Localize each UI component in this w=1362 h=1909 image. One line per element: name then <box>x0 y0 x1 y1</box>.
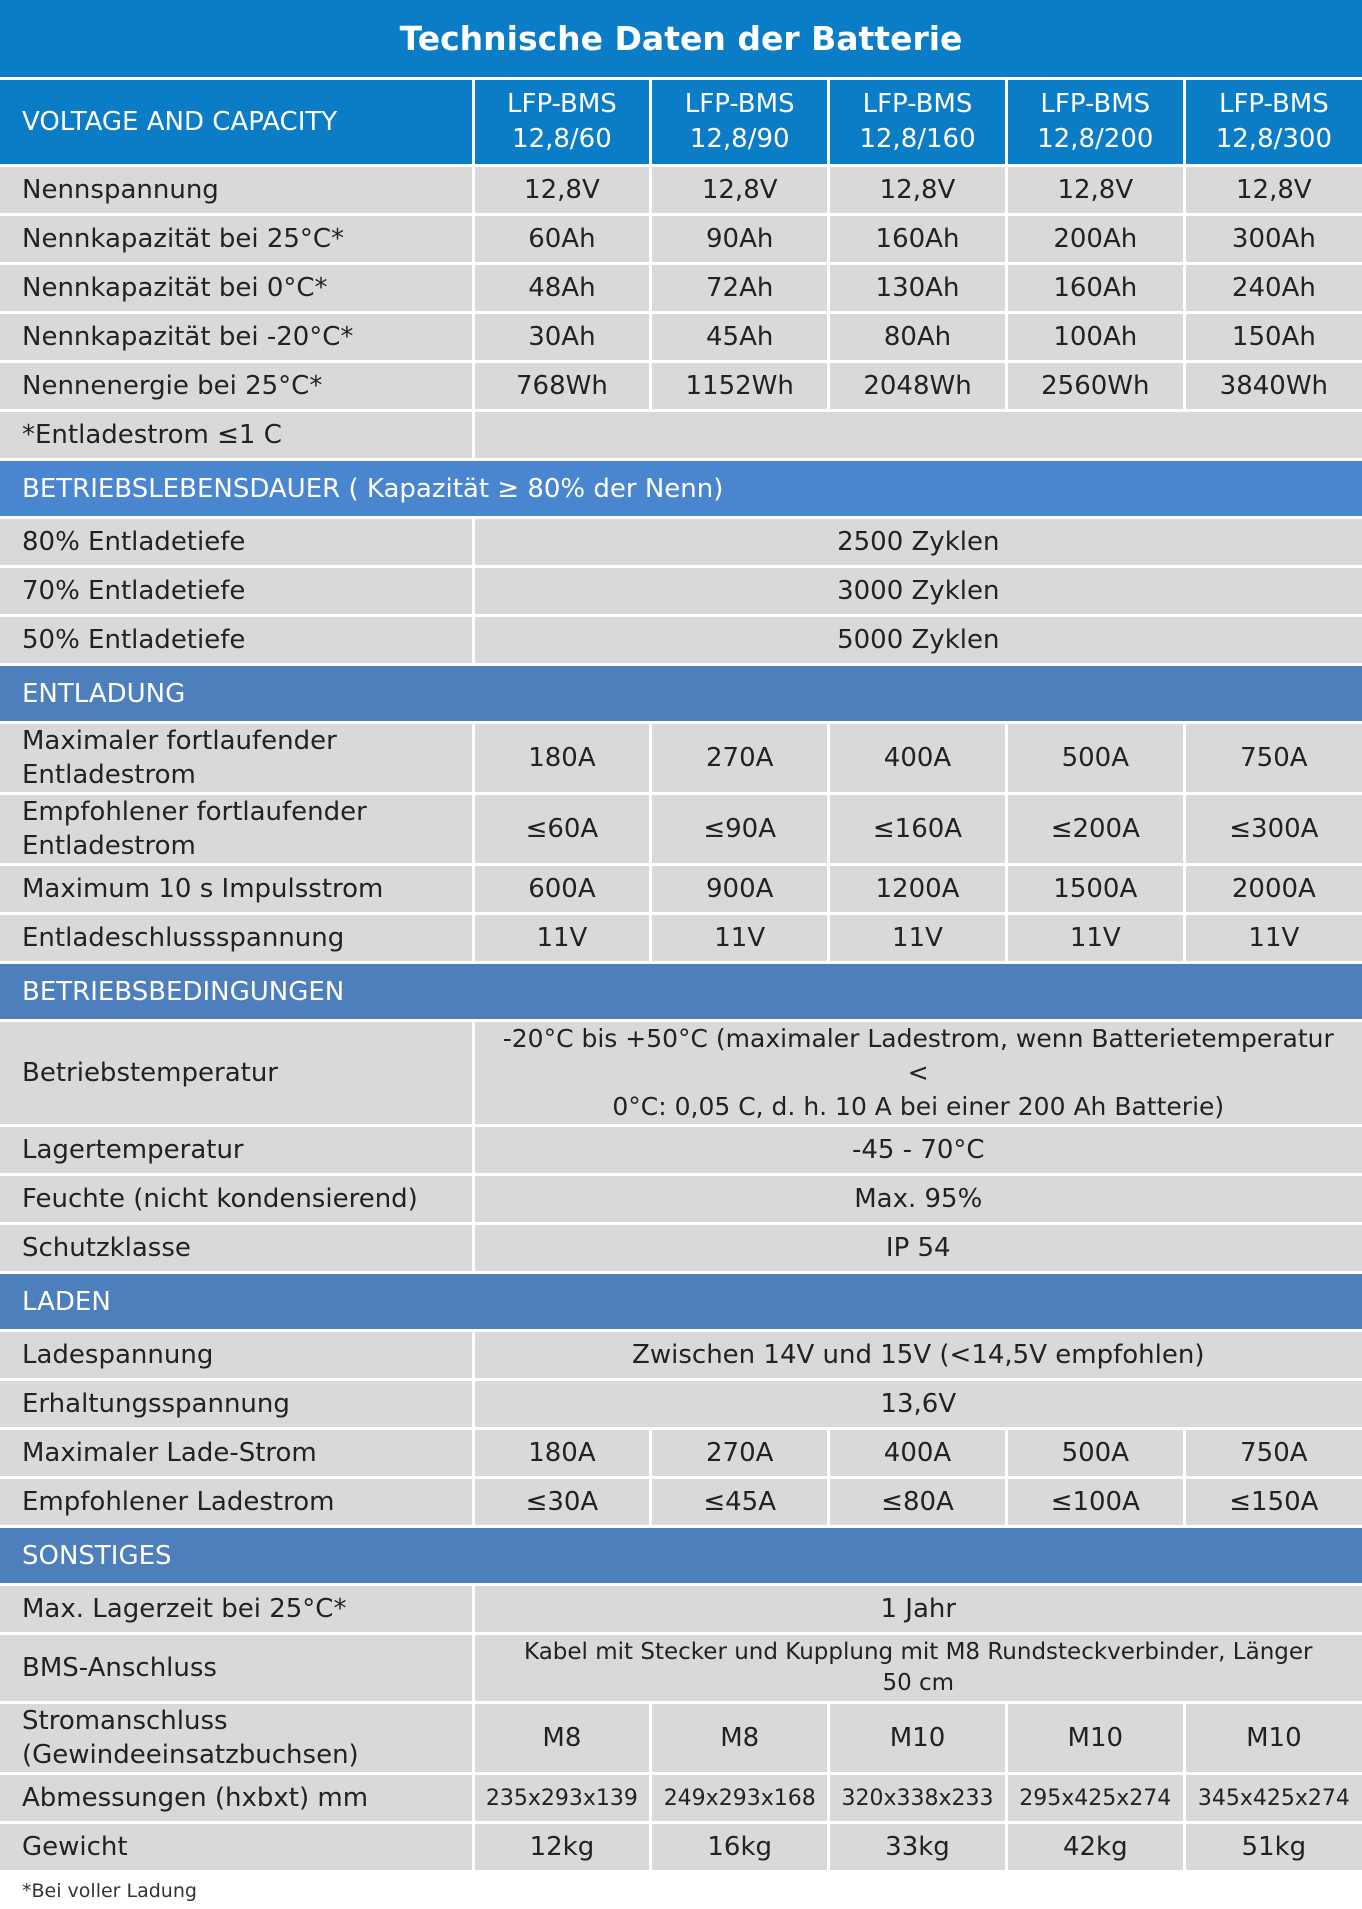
cell-value: 30Ah <box>473 313 651 362</box>
cell-value: 80Ah <box>829 313 1007 362</box>
row-label: BMS-Anschluss <box>0 1634 473 1703</box>
table-row <box>0 1224 1362 1273</box>
row-label: Lagertemperatur <box>0 1126 473 1175</box>
cell-value: 130Ah <box>829 264 1007 313</box>
cell-value: ≤80A <box>829 1478 1007 1527</box>
table-row <box>0 616 1362 665</box>
table-row <box>0 1478 1362 1527</box>
cell-value: 90Ah <box>651 215 829 264</box>
cell-value: 100Ah <box>1006 313 1184 362</box>
cell-value: IP 54 <box>473 1224 1362 1273</box>
cell-value: 150Ah <box>1184 313 1362 362</box>
cell-value <box>473 1021 1362 1126</box>
table-row <box>0 1585 1362 1634</box>
cell-value: ≤60A <box>473 794 651 865</box>
cell-value: 300Ah <box>1184 215 1362 264</box>
table-row <box>0 166 1362 215</box>
cell-value: M10 <box>829 1703 1007 1774</box>
cell-value: 2000A <box>1184 865 1362 914</box>
table-row <box>0 1331 1362 1380</box>
cell-value: 750A <box>1184 1429 1362 1478</box>
row-label: Empfohlener Ladestrom <box>0 1478 473 1527</box>
model-size: 12,8/200 <box>1037 124 1153 154</box>
cell-value: 768Wh <box>473 362 651 411</box>
row-label: Schutzklasse <box>0 1224 473 1273</box>
cell-value: 48Ah <box>473 264 651 313</box>
model-size: 12,8/60 <box>512 124 612 154</box>
cell-value: 1152Wh <box>651 362 829 411</box>
footnote-row <box>0 1872 1362 1909</box>
cell-value: 500A <box>1006 723 1184 794</box>
cell-value: 51kg <box>1184 1823 1362 1872</box>
row-label-line: (Gewindeeinsatzbuchsen) <box>22 1740 359 1770</box>
cell-value: 13,6V <box>473 1380 1362 1429</box>
row-label: Maximum 10 s Impulsstrom <box>0 865 473 914</box>
table-row <box>0 215 1362 264</box>
cell-value: ≤200A <box>1006 794 1184 865</box>
cell-value: 2048Wh <box>829 362 1007 411</box>
cell-value: 235x293x139 <box>473 1774 651 1823</box>
cell-value: 16kg <box>651 1823 829 1872</box>
table-row <box>0 1774 1362 1823</box>
table-row <box>0 1703 1362 1774</box>
cell-value: 270A <box>651 1429 829 1478</box>
table-row <box>0 865 1362 914</box>
table-row <box>0 313 1362 362</box>
cell-value: 180A <box>473 723 651 794</box>
table-row <box>0 1021 1362 1126</box>
section-header <box>0 1527 1362 1585</box>
cell-value: 1 Jahr <box>473 1585 1362 1634</box>
cell-value: 11V <box>1184 914 1362 963</box>
value-line: Kabel mit Stecker und Kupplung mit M8 Rundsteckverbinder, Länger <box>524 1639 1312 1665</box>
section-title-charge: LADEN <box>0 1273 1362 1331</box>
cell-value: 900A <box>651 865 829 914</box>
cell-value: M8 <box>651 1703 829 1774</box>
cell-value: 11V <box>651 914 829 963</box>
cell-value: 45Ah <box>651 313 829 362</box>
model-size: 12,8/300 <box>1216 124 1332 154</box>
cell-value: 12,8V <box>1184 166 1362 215</box>
row-label: Abmessungen (hxbxt) mm <box>0 1774 473 1823</box>
cell-value: 12kg <box>473 1823 651 1872</box>
page-title: Technische Daten der Batterie <box>0 0 1362 79</box>
cell-value: 2560Wh <box>1006 362 1184 411</box>
row-label: 50% Entladetiefe <box>0 616 473 665</box>
row-label: 80% Entladetiefe <box>0 518 473 567</box>
model-name: LFP-BMS <box>1219 89 1329 119</box>
section-title-operating: BETRIEBSBEDINGUNGEN <box>0 963 1362 1021</box>
cell-value: 72Ah <box>651 264 829 313</box>
row-label: Feuchte (nicht kondensierend) <box>0 1175 473 1224</box>
cell-value: 12,8V <box>829 166 1007 215</box>
model-name: LFP-BMS <box>507 89 617 119</box>
cell-value: ≤100A <box>1006 1478 1184 1527</box>
cell-value: ≤45A <box>651 1478 829 1527</box>
cell-value: M8 <box>473 1703 651 1774</box>
section-title-discharge: ENTLADUNG <box>0 665 1362 723</box>
cell-value: 11V <box>1006 914 1184 963</box>
row-label-line: Entladestrom <box>22 831 196 861</box>
cell-value: 270A <box>651 723 829 794</box>
cell-value: 11V <box>829 914 1007 963</box>
table-row <box>0 411 1362 460</box>
section-header <box>0 1273 1362 1331</box>
cell-value: 400A <box>829 723 1007 794</box>
cell-value: 295x425x274 <box>1006 1774 1184 1823</box>
cell-value: 249x293x168 <box>651 1774 829 1823</box>
cell-value: 320x338x233 <box>829 1774 1007 1823</box>
section-title-lifetime: BETRIEBSLEBENSDAUER ( Kapazität ≥ 80% der Nenn) <box>0 460 1362 518</box>
cell-value: 2500 Zyklen <box>473 518 1362 567</box>
cell-value: 200Ah <box>1006 215 1184 264</box>
title-row <box>0 0 1362 79</box>
capacity-note: *Entladestrom ≤1 C <box>0 411 473 460</box>
row-label: Nennenergie bei 25°C* <box>0 362 473 411</box>
row-label <box>0 723 473 794</box>
row-label: Betriebstemperatur <box>0 1021 473 1126</box>
table-row <box>0 723 1362 794</box>
model-header <box>1184 79 1362 166</box>
cell-value: M10 <box>1184 1703 1362 1774</box>
value-line: 0°C: 0,05 C, d. h. 10 A bei einer 200 Ah Batterie) <box>612 1092 1224 1121</box>
table-row <box>0 518 1362 567</box>
table-row <box>0 1126 1362 1175</box>
cell-value: M10 <box>1006 1703 1184 1774</box>
cell-value: 5000 Zyklen <box>473 616 1362 665</box>
model-header <box>473 79 651 166</box>
value-line: -20°C bis +50°C (maximaler Ladestrom, wenn Batterietemperatur < <box>503 1024 1334 1087</box>
row-label: Nennspannung <box>0 166 473 215</box>
row-label: Entladeschlussspannung <box>0 914 473 963</box>
model-name: LFP-BMS <box>863 89 973 119</box>
table-row <box>0 1175 1362 1224</box>
empty-cell <box>473 411 1362 460</box>
row-label-line: Stromanschluss <box>22 1706 228 1736</box>
table-row <box>0 264 1362 313</box>
cell-value: 345x425x274 <box>1184 1774 1362 1823</box>
row-label: Maximaler Lade-Strom <box>0 1429 473 1478</box>
table-row <box>0 914 1362 963</box>
table-row <box>0 1429 1362 1478</box>
cell-value: 1200A <box>829 865 1007 914</box>
cell-value: 750A <box>1184 723 1362 794</box>
cell-value: ≤160A <box>829 794 1007 865</box>
cell-value <box>473 1634 1362 1703</box>
row-label: Gewicht <box>0 1823 473 1872</box>
table-row <box>0 794 1362 865</box>
row-label <box>0 1703 473 1774</box>
cell-value: 12,8V <box>651 166 829 215</box>
cell-value: 3840Wh <box>1184 362 1362 411</box>
cell-value: 1500A <box>1006 865 1184 914</box>
value-line: 50 cm <box>882 1670 954 1696</box>
cell-value: 12,8V <box>1006 166 1184 215</box>
table-row <box>0 567 1362 616</box>
model-header <box>651 79 829 166</box>
row-label <box>0 794 473 865</box>
header-row <box>0 79 1362 166</box>
model-size: 12,8/160 <box>859 124 975 154</box>
table-row <box>0 1634 1362 1703</box>
cell-value: 160Ah <box>829 215 1007 264</box>
cell-value: ≤300A <box>1184 794 1362 865</box>
cell-value: 11V <box>473 914 651 963</box>
cell-value: 500A <box>1006 1429 1184 1478</box>
cell-value: 180A <box>473 1429 651 1478</box>
cell-value: 400A <box>829 1429 1007 1478</box>
table-row <box>0 1380 1362 1429</box>
row-label: Nennkapazität bei 25°C* <box>0 215 473 264</box>
model-header <box>1006 79 1184 166</box>
cell-value: 3000 Zyklen <box>473 567 1362 616</box>
row-label: Erhaltungsspannung <box>0 1380 473 1429</box>
model-header <box>829 79 1007 166</box>
section-header <box>0 963 1362 1021</box>
cell-value: 12,8V <box>473 166 651 215</box>
cell-value: 60Ah <box>473 215 651 264</box>
cell-value: Max. 95% <box>473 1175 1362 1224</box>
table-row <box>0 1823 1362 1872</box>
cell-value: 240Ah <box>1184 264 1362 313</box>
cell-value: 42kg <box>1006 1823 1184 1872</box>
row-label: 70% Entladetiefe <box>0 567 473 616</box>
cell-value: ≤90A <box>651 794 829 865</box>
section-header <box>0 665 1362 723</box>
header-label: VOLTAGE AND CAPACITY <box>0 79 473 166</box>
section-header <box>0 460 1362 518</box>
model-name: LFP-BMS <box>1040 89 1150 119</box>
footnote: *Bei voller Ladung <box>0 1872 1362 1909</box>
cell-value: 33kg <box>829 1823 1007 1872</box>
row-label: Ladespannung <box>0 1331 473 1380</box>
row-label: Nennkapazität bei -20°C* <box>0 313 473 362</box>
model-size: 12,8/90 <box>690 124 790 154</box>
section-title-misc: SONSTIGES <box>0 1527 1362 1585</box>
row-label: Max. Lagerzeit bei 25°C* <box>0 1585 473 1634</box>
cell-value: Zwischen 14V und 15V (<14,5V empfohlen) <box>473 1331 1362 1380</box>
table-row <box>0 362 1362 411</box>
row-label-line: Maximaler fortlaufender <box>22 726 337 756</box>
row-label: Nennkapazität bei 0°C* <box>0 264 473 313</box>
model-name: LFP-BMS <box>685 89 795 119</box>
cell-value: 160Ah <box>1006 264 1184 313</box>
cell-value: ≤30A <box>473 1478 651 1527</box>
cell-value: 600A <box>473 865 651 914</box>
cell-value: -45 - 70°C <box>473 1126 1362 1175</box>
row-label-line: Empfohlener fortlaufender <box>22 797 367 827</box>
row-label-line: Entladestrom <box>22 760 196 790</box>
cell-value: ≤150A <box>1184 1478 1362 1527</box>
